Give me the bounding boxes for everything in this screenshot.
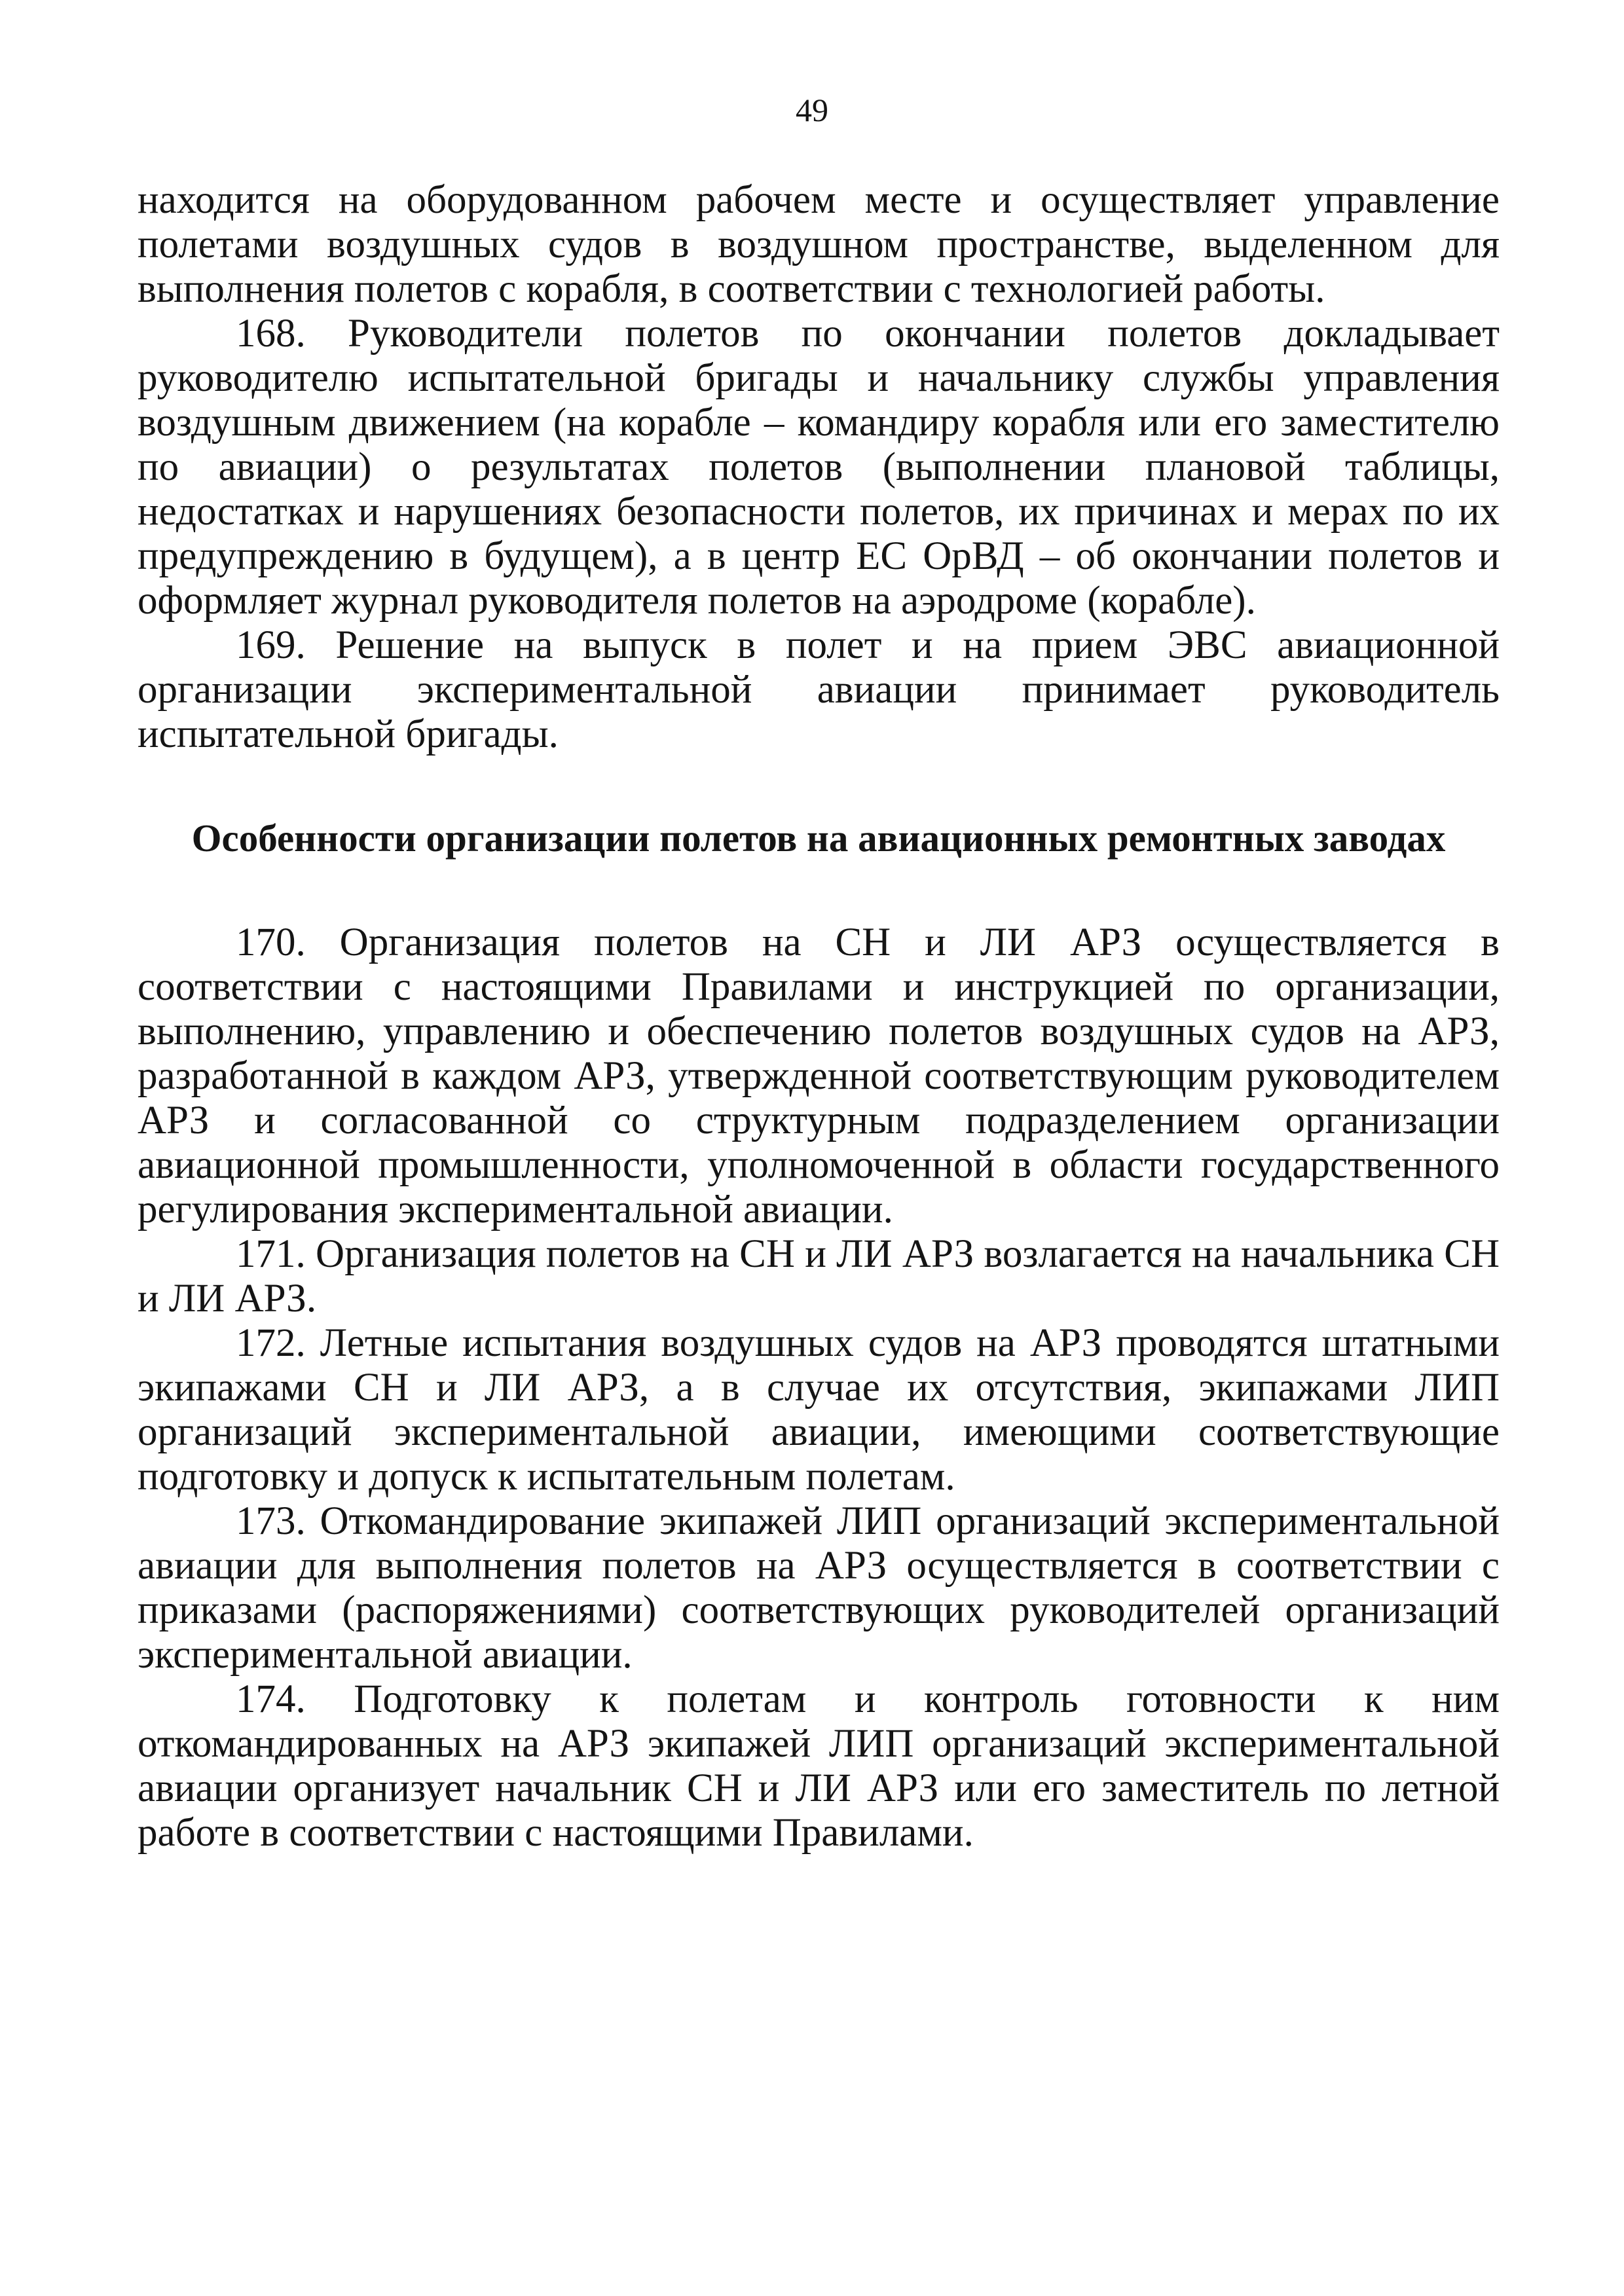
document-body [138,178,1500,1855]
paragraph-172: 172. Летные испытания воздушных судов на АРЗ проводятся штатными экипажами СН и ЛИ АРЗ, а в случае их отсутствия, экипажами ЛИП организаций экспериментальной авиации, имеющими соответствующие подготовку и допуск к испытательным полетам. [138,1321,1500,1499]
paragraph-168: 168. Руководители полетов по окончании полетов докладывает руководителю испытательной бригады и начальнику службы управления воздушным движением (на корабле – командиру корабля или его заместителю по авиации) о результатах полетов (выполнении плановой таблицы, недостатках и нарушениях безопасности полетов, их причинах и мерах по их предупреждению в будущем), а в центр ЕС ОрВД – об окончании полетов и оформляет журнал руководителя полетов на аэродроме (корабле). [138,312,1500,623]
paragraph-170: 170. Организация полетов на СН и ЛИ АРЗ осуществляется в соответствии с настоящими Правилами и инструкцией по организации, выполнению, управлению и обеспечению полетов воздушных судов на АРЗ, разработанной в каждом АРЗ, утвержденной соответствующим руководителем АРЗ и согласованной со структурным подразделением организации авиационной промышленности, уполномоченной в области государственного регулирования экспериментальной авиации. [138,920,1500,1231]
paragraph-continuation: находится на оборудованном рабочем месте и осуществляет управление полетами воздушных судов в воздушном пространстве, выделенном для выполнения полетов с корабля, в соответствии с технологией работы. [138,178,1500,311]
paragraph-174: 174. Подготовку к полетам и контроль готовности к ним откомандированных на АРЗ экипажей ЛИП организаций экспериментальной авиации организует начальник СН и ЛИ АРЗ или его заместитель по летной работе в соответствии с настоящими Правилами. [138,1677,1500,1855]
page-number: 49 [796,92,828,128]
paragraph-173: 173. Откомандирование экипажей ЛИП организаций экспериментальной авиации для выполнения полетов на АРЗ осуществляется в соответствии с приказами (распоряжениями) соответствующих руководителей организаций экспериментальной авиации. [138,1499,1500,1677]
section-heading: Особенности организации полетов на авиационных ремонтных заводах [191,816,1446,860]
paragraph-169: 169. Решение на выпуск в полет и на прием ЭВС авиационной организации экспериментальной авиации принимает руководитель испытательной бригады. [138,623,1500,756]
paragraph-171: 171. Организация полетов на СН и ЛИ АРЗ возлагается на начальника СН и ЛИ АРЗ. [138,1232,1500,1321]
